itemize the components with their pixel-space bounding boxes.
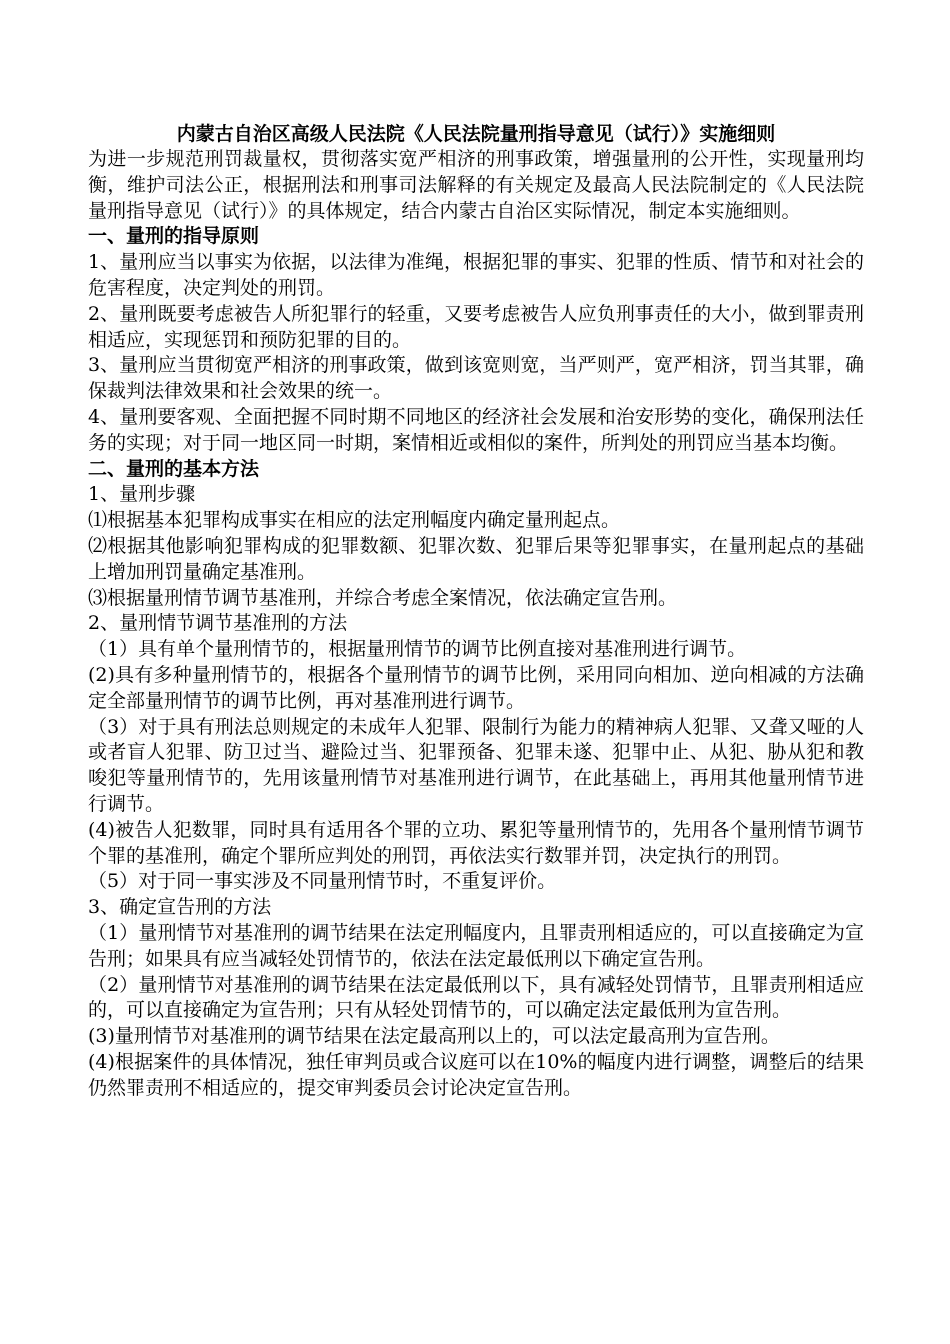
step-item: ⑴根据基本犯罪构成事实在相应的法定刑幅度内确定量刑起点。 xyxy=(88,509,621,532)
sentence-item: (3)量刑情节对基准刑的调节结果在法定最高刑以上的，可以法定最高刑为宣告刑。 xyxy=(88,1025,780,1048)
principle-item: 4、量刑要客观、全面把握不同时期不同地区的经济社会发展和治安形势的变化，确保刑法任务的实现；对于同一地区同一时期，案情相近或相似的案件，所判处的刑罚应当基本均衡。 xyxy=(88,405,864,454)
subsection-heading-steps: 1、量刑步骤 xyxy=(88,483,196,506)
section-heading-principles: 一、量刑的指导原则 xyxy=(88,225,260,248)
adjustment-item: （5）对于同一事实涉及不同量刑情节时，不重复评价。 xyxy=(88,870,557,893)
principle-item: 3、量刑应当贯彻宽严相济的刑事政策，做到该宽则宽，当严则严，宽严相济，罚当其罪，确保裁判法律效果和社会效果的统一。 xyxy=(88,354,864,403)
adjustment-item: （1）具有单个量刑情节的，根据量刑情节的调节比例直接对基准刑进行调节。 xyxy=(88,638,747,661)
adjustment-item: (2)具有多种量刑情节的，根据各个量刑情节的调节比例，采用同向相加、逆向相减的方法确定全部量刑情节的调节比例，再对基准刑进行调节。 xyxy=(88,663,864,712)
document-title: 内蒙古自治区高级人民法院《人民法院量刑指导意见（试行）》实施细则 xyxy=(176,123,776,145)
sentence-item: （1）量刑情节对基准刑的调节结果在法定刑幅度内，且罪责刑相适应的，可以直接确定为宣告刑；如果具有应当减轻处罚情节的，依法在法定最低刑以下确定宣告刑。 xyxy=(88,921,864,970)
step-item: ⑵根据其他影响犯罪构成的犯罪数额、犯罪次数、犯罪后果等犯罪事实，在量刑起点的基础上增加刑罚量确定基准刑。 xyxy=(88,534,864,583)
sentence-item: （2）量刑情节对基准刑的调节结果在法定最低刑以下，具有减轻处罚情节，且罪责刑相适应的，可以直接确定为宣告刑；只有从轻处罚情节的，可以确定法定最低刑为宣告刑。 xyxy=(88,973,864,1022)
document-page xyxy=(88,121,864,1101)
step-item: ⑶根据量刑情节调节基准刑，并综合考虑全案情况，依法确定宣告刑。 xyxy=(88,586,678,609)
subsection-heading-sentence: 3、确定宣告刑的方法 xyxy=(88,896,272,919)
subsection-heading-adjustment: 2、量刑情节调节基准刑的方法 xyxy=(88,612,348,635)
section-heading-methods: 二、量刑的基本方法 xyxy=(88,457,260,480)
sentence-item: (4)根据案件的具体情况，独任审判员或合议庭可以在10%的幅度内进行调整，调整后的结果仍然罪责刑不相适应的，提交审判委员会讨论决定宣告刑。 xyxy=(88,1050,864,1099)
adjustment-item: （3）对于具有刑法总则规定的未成年人犯罪、限制行为能力的精神病人犯罪、又聋又哑的人或者盲人犯罪、防卫过当、避险过当、犯罪预备、犯罪未遂、犯罪中止、从犯、胁从犯和教唆犯等量刑情节的，先用该量刑情节对基准刑进行调节，在此基础上，再用其他量刑情节进行调节。 xyxy=(88,715,864,815)
principle-item: 2、量刑既要考虑被告人所犯罪行的轻重，又要考虑被告人应负刑事责任的大小，做到罪责刑相适应，实现惩罚和预防犯罪的目的。 xyxy=(88,302,864,351)
intro-paragraph: 为进一步规范刑罚裁量权，贯彻落实宽严相济的刑事政策，增强量刑的公开性，实现量刑均衡，维护司法公正，根据刑法和刑事司法解释的有关规定及最高人民法院制定的《人民法院量刑指导意见（试行）》的具体规定，结合内蒙古自治区实际情况，制定本实施细则。 xyxy=(88,148,864,222)
principle-item: 1、量刑应当以事实为依据，以法律为准绳，根据犯罪的事实、犯罪的性质、情节和对社会的危害程度，决定判处的刑罚。 xyxy=(88,251,864,299)
adjustment-item: (4)被告人犯数罪，同时具有适用各个罪的立功、累犯等量刑情节的，先用各个量刑情节调节个罪的基准刑，确定个罪所应判处的刑罚，再依法实行数罪并罚，决定执行的刑罚。 xyxy=(88,818,864,867)
